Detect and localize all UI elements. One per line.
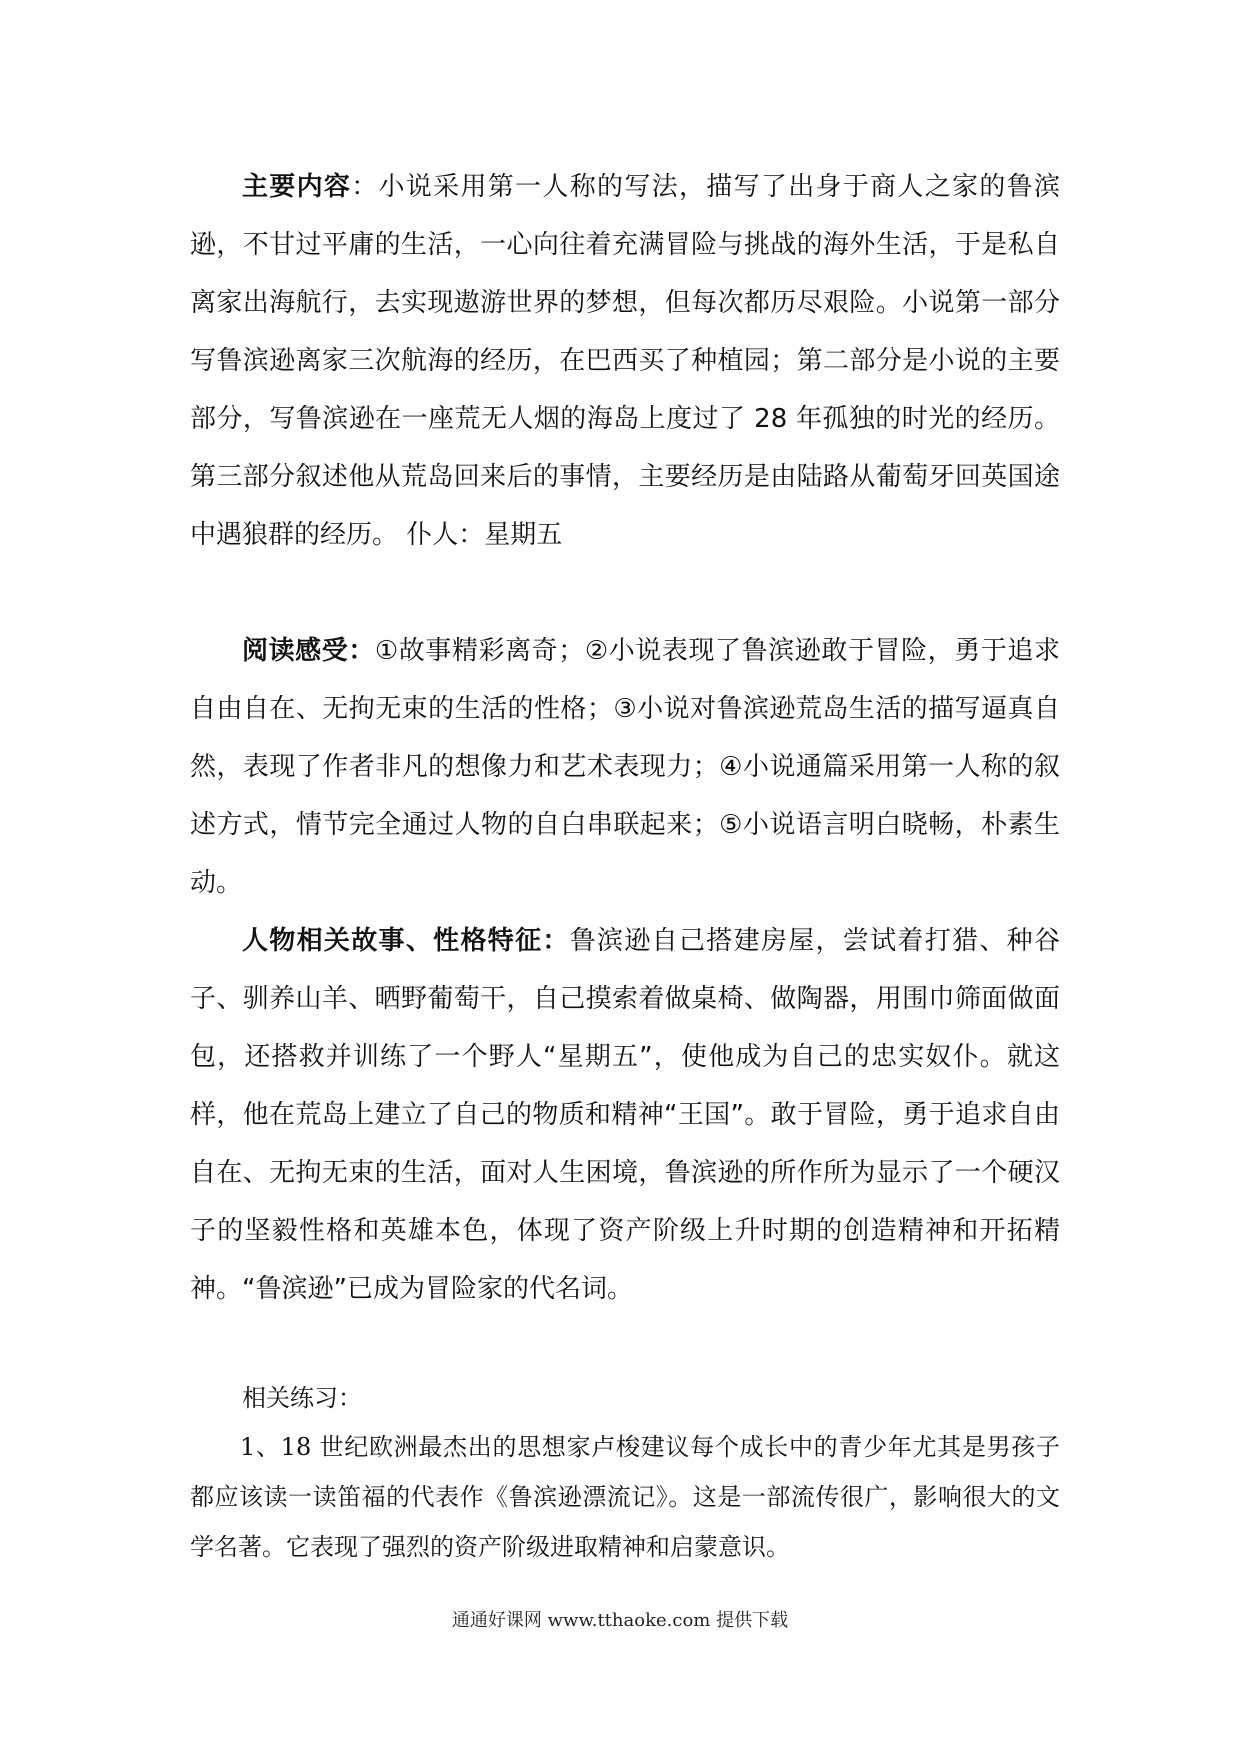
reading-feelings-paragraph [190, 622, 1060, 912]
character-heading: 人物相关故事、性格特征： [242, 926, 570, 956]
character-text: 鲁滨逊自己搭建房屋，尝试着打猎、种谷子、驯养山羊、晒野葡萄干，自己摸索着做桌椅、做陶器，用围巾筛面做面包，还搭救并训练了一个野人“星期五”，使他成为自己的忠实奴仆。就这样，他在荒岛上建立了自己的物质和精神“王国”。敢于冒险，勇于追求自由自在、无拘无束的生活，面对人生困境，鲁滨逊的所作所为显示了一个硬汉子的坚毅性格和英雄本色，体现了资产阶级上升时期的创造精神和开拓精神。“鲁滨逊”已成为冒险家的代名词。 [190, 926, 1060, 1304]
exercise-item: 1、18 世纪欧洲最杰出的思想家卢梭建议每个成长中的青少年尤其是男孩子都应该读一读笛福的代表作《鲁滨逊漂流记》。这是一部流传很广，影响很大的文学名著。它表现了强烈的资产阶级进取精神和启蒙意识。 [190, 1433, 1060, 1561]
character-paragraph [190, 912, 1060, 1318]
main-content-paragraph [190, 158, 1060, 564]
reading-feelings-heading: 阅读感受： [242, 636, 375, 666]
main-content-text: ：小说采用第一人称的写法，描写了出身于商人之家的鲁滨逊，不甘过平庸的生活，一心向往着充满冒险与挑战的海外生活，于是私自离家出海航行，去实现遨游世界的梦想，但每次都历尽艰险。小说第一部分写鲁滨逊离家三次航海的经历，在巴西买了种植园；第二部分是小说的主要部分，写鲁滨逊在一座荒无人烟的海岛上度过了 28 年孤独的时光的经历。第三部分叙述他从荒岛回来后的事情，主要经历是由陆路从葡萄牙回英国途中遇狼群的经历。 仆人：星期五 [190, 172, 1060, 550]
exercises-heading: 相关练习： [242, 1384, 362, 1412]
main-content-heading: 主要内容 [242, 172, 352, 202]
page-footer: 通通好课网 www.tthaoke.com 提供下载 [451, 1610, 789, 1631]
reading-feelings-text: ①故事精彩离奇；②小说表现了鲁滨逊敢于冒险，勇于追求自由自在、无拘无束的生活的性格；③小说对鲁滨逊荒岛生活的描写逼真自然，表现了作者非凡的想像力和艺术表现力；④小说通篇采用第一人称的叙述方式，情节完全通过人物的自白串联起来；⑤小说语言明白晓畅，朴素生动。 [190, 636, 1060, 898]
